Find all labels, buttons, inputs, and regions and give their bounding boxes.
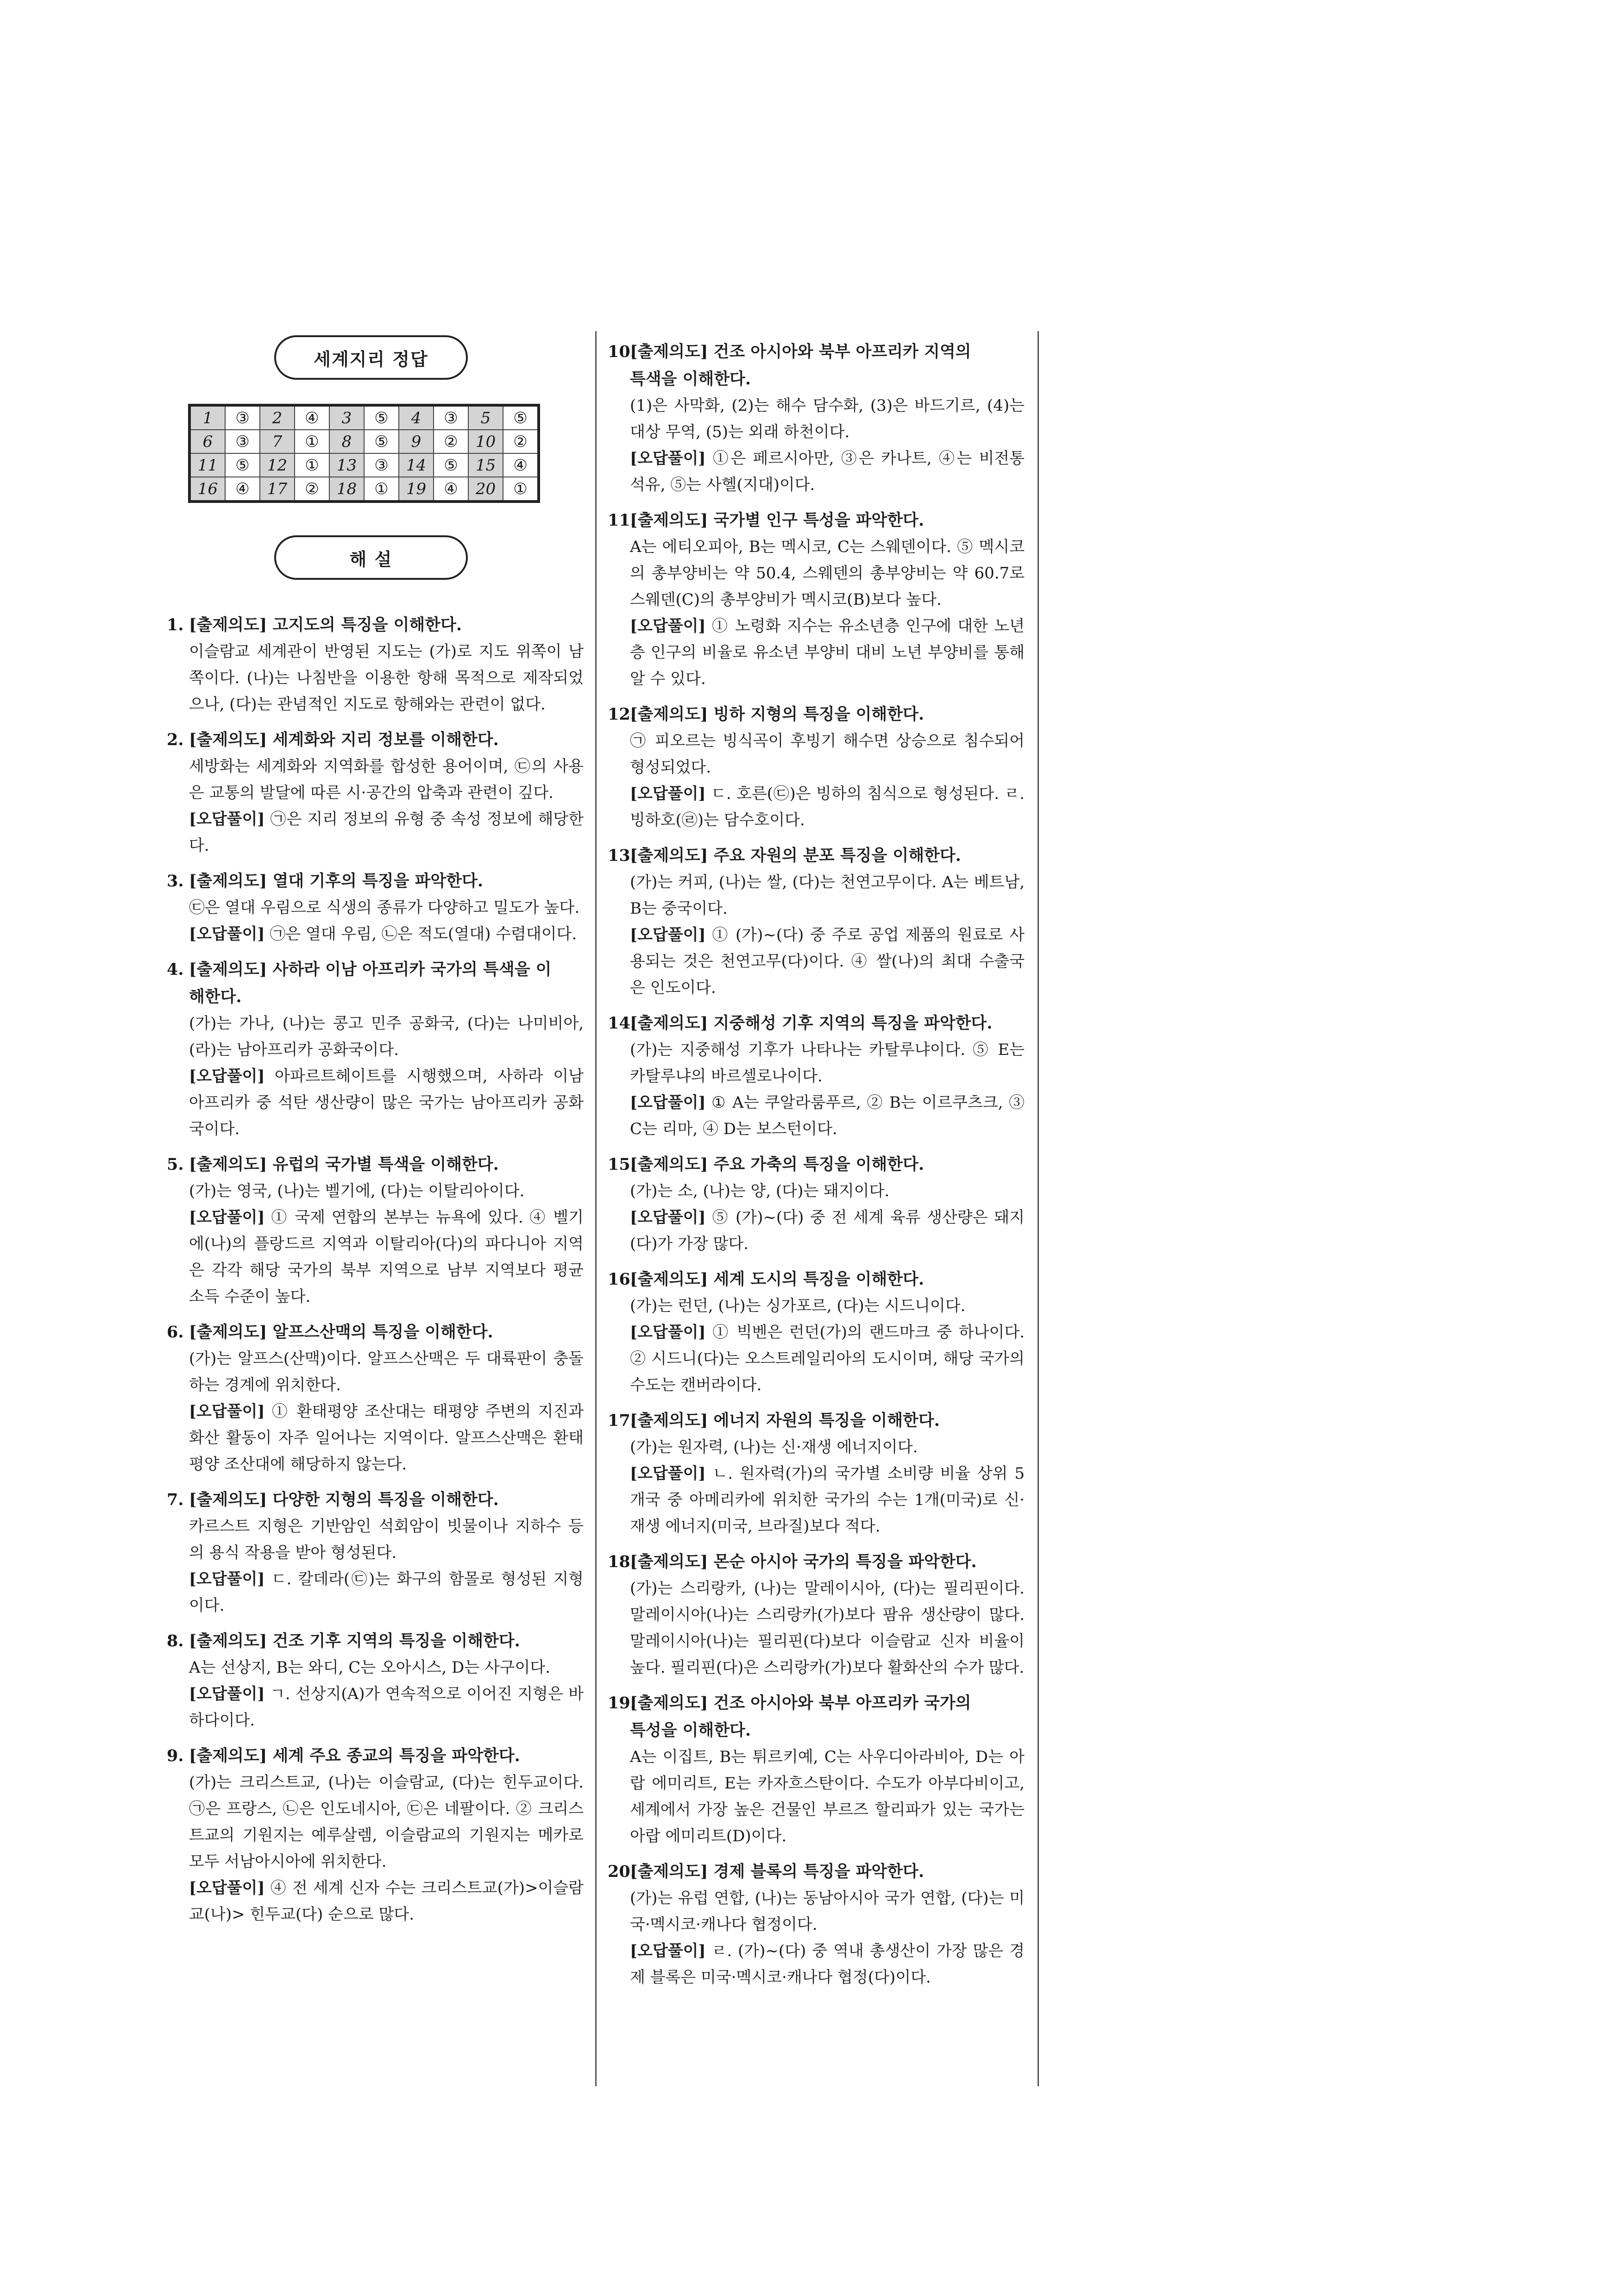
question-explanation — [608, 1266, 1025, 1399]
wrong-answer-note — [189, 1681, 584, 1734]
answer-choice: ① — [295, 453, 329, 477]
section-title: 해 설 — [274, 535, 468, 580]
answer-row — [189, 430, 539, 453]
question-number-label: 18. — [608, 1552, 636, 1571]
wrong-answer-tag: [오답풀이] — [189, 1685, 265, 1703]
question-explanation — [608, 842, 1025, 1001]
question-number-label: 2. — [167, 730, 184, 749]
question-title-line — [167, 1486, 584, 1513]
answer-choice: ③ — [225, 430, 260, 453]
wrong-answer-text: 아파르트헤이트를 시행했으며, 사하라 이남 아프리카 중 석탄 생산량이 많은 국가는 남아프리카 공화국이다. — [189, 1067, 584, 1138]
question-number-label: 7. — [167, 1490, 184, 1509]
explanation-text: (가)는 알프스(산맥)이다. 알프스산맥은 두 대륙판이 충돌하는 경계에 위치한다. — [189, 1349, 584, 1394]
explanation-text: A는 선상지, B는 와디, C는 오아시스, D는 사구이다. — [189, 1658, 551, 1677]
question-explanation — [167, 1742, 584, 1928]
answer-choice: ④ — [503, 453, 539, 477]
question-number-label: 6. — [167, 1323, 184, 1342]
wrong-answer-tag: [오답풀이] — [630, 784, 706, 803]
question-explanation — [167, 1486, 584, 1619]
question-title-line — [608, 1689, 1025, 1717]
question-intent-continued: 특성을 이해한다. — [630, 1721, 751, 1740]
explanation-body — [608, 1293, 1025, 1399]
explanation-text: 세방화는 세계화와 지역화를 합성한 용어이며, ㉢의 사용은 교통의 발달에 따른 시·공간의 압축과 관련이 깊다. — [189, 757, 584, 802]
question-title-line — [167, 1627, 584, 1655]
question-explanation — [167, 726, 584, 859]
explanation-body — [608, 1575, 1025, 1681]
question-number: 8 — [329, 430, 364, 453]
explanation-text: (가)는 지중해성 기후가 나타나는 카탈루냐이다. ⑤ E는 카탈루냐의 바르셀로나이다. — [630, 1041, 1025, 1085]
question-title-line — [167, 1151, 584, 1178]
question-intent: [출제의도] 국가별 인구 특성을 파악한다. — [630, 511, 925, 530]
wrong-answer-tag: [오답풀이] — [630, 1464, 706, 1483]
question-number: 10 — [468, 430, 503, 453]
explanation-text: (1)은 사막화, (2)는 해수 담수화, (3)은 바드기르, (4)는 대상 무역, (5)는 외래 하천이다. — [630, 396, 1025, 441]
wrong-answer-text: ㉠은 열대 우림, ㉡은 적도(열대) 수렴대이다. — [264, 925, 577, 943]
explanation-text: ㉢은 열대 우림으로 식생의 종류가 다양하고 밀도가 높다. — [189, 898, 580, 917]
question-intent: [출제의도] 주요 가축의 특징을 이해한다. — [630, 1155, 925, 1174]
explanation-body — [608, 1744, 1025, 1850]
question-title-line — [608, 701, 1025, 728]
question-number: 20 — [468, 477, 503, 502]
question-number: 14 — [399, 453, 434, 477]
explanation-text: (가)는 가나, (나)는 콩고 민주 공화국, (다)는 나미비아, (라)는 남아프리카 공화국이다. — [189, 1014, 584, 1059]
wrong-answer-tag: [오답풀이] — [630, 1942, 706, 1960]
answer-choice: ② — [434, 430, 468, 453]
explanation-text: (가)는 소, (나)는 양, (다)는 돼지이다. — [630, 1182, 890, 1200]
wrong-answer-note — [630, 781, 1025, 834]
question-title-line — [167, 611, 584, 639]
question-number: 11 — [189, 453, 225, 477]
question-explanation — [167, 1151, 584, 1310]
answer-choice: ① — [295, 430, 329, 453]
explanation-body — [167, 753, 584, 859]
answer-choice: ④ — [434, 477, 468, 502]
explanation-body — [167, 1769, 584, 1928]
explanation-body — [167, 1346, 584, 1478]
page-title: 세계지리 정답 — [274, 335, 468, 380]
wrong-answer-text: ① 빅벤은 런던(가)의 랜드마크 중 하나이다. ② 시드니(다)는 오스트레일리아의 도시이며, 해당 국가의 수도는 캔버라이다. — [630, 1323, 1025, 1394]
answer-choice: ① — [364, 477, 399, 502]
answer-choice: ⑤ — [364, 430, 399, 453]
question-number: 7 — [260, 430, 295, 453]
question-intent: [출제의도] 건조 기후 지역의 특징을 이해한다. — [189, 1631, 520, 1650]
question-intent: [출제의도] 고지도의 특징을 이해한다. — [189, 615, 462, 634]
wrong-answer-text: ① 국제 연합의 본부는 뉴욕에 있다. ④ 벨기에(나)의 플랑드르 지역과 이탈리아(다)의 파다니아 지역은 각각 해당 국가의 북부 지역으로 남부 지역보다 평균 소득 수준이 높다. — [189, 1208, 584, 1306]
question-number: 17 — [260, 477, 295, 502]
question-title-line — [167, 1742, 584, 1769]
question-title-line — [167, 726, 584, 753]
question-number-label: 4. — [167, 960, 184, 979]
question-number-label: 10. — [608, 342, 636, 361]
explanations-left — [167, 611, 584, 1928]
wrong-answer-note — [630, 1090, 1025, 1142]
question-explanation — [167, 1318, 584, 1478]
wrong-answer-note — [630, 1204, 1025, 1257]
wrong-answer-tag: [오답풀이] — [189, 1208, 265, 1227]
question-explanation — [608, 1548, 1025, 1681]
question-number: 5 — [468, 405, 503, 430]
wrong-answer-tag: [오답풀이] — [630, 617, 706, 635]
question-number-label: 14. — [608, 1014, 636, 1033]
question-number-label: 15. — [608, 1155, 636, 1174]
wrong-answer-tag: [오답풀이] — [630, 1093, 706, 1112]
question-number-label: 12. — [608, 705, 636, 724]
question-number: 1 — [189, 405, 225, 430]
question-title-line — [608, 1858, 1025, 1885]
question-number: 12 — [260, 453, 295, 477]
explanation-text: (가)는 영국, (나)는 벨기에, (다)는 이탈리아이다. — [189, 1182, 525, 1200]
answer-table — [188, 404, 540, 503]
explanation-body — [167, 1178, 584, 1310]
question-number: 13 — [329, 453, 364, 477]
question-intent: [출제의도] 유럽의 국가별 특색을 이해한다. — [189, 1155, 499, 1174]
question-number-label: 17. — [608, 1411, 636, 1430]
wrong-answer-text: ①은 페르시아만, ③은 카나트, ④는 비전통 석유, ⑤는 사헬(지대)이다. — [630, 449, 1025, 494]
question-title-line — [167, 1318, 584, 1346]
wrong-answer-text: ① 노령화 지수는 유소년층 인구에 대한 노년층 인구의 비율로 유소년 부양비 대비 노년 부양비를 통해 알 수 있다. — [630, 617, 1025, 688]
explanation-body — [608, 1037, 1025, 1142]
question-explanation — [167, 956, 584, 1142]
answer-choice: ② — [503, 430, 539, 453]
question-intent: [출제의도] 주요 자원의 분포 특징을 이해한다. — [630, 846, 961, 865]
wrong-answer-note — [189, 1399, 584, 1478]
question-title-line — [608, 507, 1025, 534]
explanations-right — [608, 338, 1025, 1991]
question-title-line — [608, 1010, 1025, 1037]
answer-choice: ⑤ — [364, 405, 399, 430]
question-intent: [출제의도] 열대 기후의 특징을 파악한다. — [189, 872, 484, 891]
explanation-text: 이슬람교 세계관이 반영된 지도는 (가)로 지도 위쪽이 남쪽이다. (나)는 나침반을 이용한 항해 목적으로 제작되었으나, (다)는 관념적인 지도로 항해와는 관련이 없다. — [189, 642, 584, 714]
question-intent-continued: 특색을 이해한다. — [630, 370, 751, 389]
question-number-label: 11. — [608, 511, 636, 530]
answer-choice: ③ — [364, 453, 399, 477]
question-intent: [출제의도] 세계 도시의 특징을 이해한다. — [630, 1270, 925, 1289]
explanation-body — [608, 1178, 1025, 1257]
answer-choice: ④ — [295, 405, 329, 430]
wrong-answer-text: ① A는 쿠알라룸푸르, ② B는 이르쿠츠크, ③ C는 리마, ④ D는 보스턴이다. — [630, 1093, 1025, 1138]
right-border — [1038, 331, 1039, 2086]
question-number-label: 5. — [167, 1155, 184, 1174]
question-intent: [출제의도] 몬순 아시아 국가의 특징을 파악한다. — [630, 1552, 977, 1571]
answer-choice: ③ — [434, 405, 468, 430]
question-intent: [출제의도] 사하라 이남 아프리카 국가의 특색을 이 — [189, 960, 552, 979]
question-explanation — [167, 611, 584, 718]
explanation-body — [608, 1885, 1025, 1991]
question-intent: [출제의도] 빙하 지형의 특징을 이해한다. — [630, 705, 925, 724]
wrong-answer-note — [630, 1319, 1025, 1399]
wrong-answer-tag: [오답풀이] — [189, 1402, 265, 1421]
explanation-body — [167, 1010, 584, 1142]
wrong-answer-text: ㄱ. 선상지(A)가 연속적으로 이어진 지형은 바하다이다. — [189, 1685, 584, 1730]
explanation-text: (가)는 스리랑카, (나)는 말레이시아, (다)는 필리핀이다. 말레이시아(나)는 스리랑카(가)보다 팜유 생산량이 많다. 말레이시아(나)는 필리핀(다)보다 이슬람교 신자 비율이 높다. 필리핀(다)은 스리랑카(가)보다 활화산의 수가 많다. — [630, 1579, 1025, 1677]
question-number-label: 16. — [608, 1270, 636, 1289]
answer-choice: ⑤ — [225, 453, 260, 477]
explanation-text: (가)는 크리스트교, (나)는 이슬람교, (다)는 힌두교이다. ㉠은 프랑스, ㉡은 인도네시아, ㉢은 네팔이다. ② 크리스트교의 기원지는 예루살렘, 이슬람교의 기원지는 메카로 모두 서남아시아에 위치한다. — [189, 1773, 584, 1871]
question-intent: [출제의도] 세계 주요 종교의 특징을 파악한다. — [189, 1746, 520, 1765]
question-intent: [출제의도] 다양한 지형의 특징을 이해한다. — [189, 1490, 499, 1509]
wrong-answer-note — [630, 922, 1025, 1001]
question-title-line — [608, 1151, 1025, 1178]
explanation-body — [167, 1513, 584, 1619]
explanation-body — [608, 1434, 1025, 1540]
answer-choice: ③ — [225, 405, 260, 430]
wrong-answer-tag: [오답풀이] — [189, 1570, 265, 1588]
question-explanation — [608, 338, 1025, 498]
wrong-answer-note — [630, 613, 1025, 692]
question-explanation — [608, 701, 1025, 834]
answer-row — [189, 453, 539, 477]
explanation-body — [167, 895, 584, 947]
wrong-answer-text: ㉠은 지리 정보의 유형 중 속성 정보에 해당한다. — [189, 810, 584, 855]
explanation-text: A는 에티오피아, B는 멕시코, C는 스웨덴이다. ⑤ 멕시코의 총부양비는 약 50.4, 스웨덴의 총부양비는 약 60.7로 스웨덴(C)의 총부양비가 멕시코(B)보다 높다. — [630, 538, 1025, 609]
wrong-answer-text: ④ 전 세계 신자 수는 크리스트교(가)>이슬람교(나)> 힌두교(다) 순으로 많다. — [189, 1879, 584, 1924]
wrong-answer-tag: [오답풀이] — [189, 1879, 265, 1897]
wrong-answer-text: ㄷ. 칼데라(㉢)는 화구의 함몰로 형성된 지형이다. — [189, 1570, 584, 1615]
explanation-text: 카르스트 지형은 기반암인 석회암이 빗물이나 지하수 등의 용식 작용을 받아 형성된다. — [189, 1517, 584, 1562]
question-intent: [출제의도] 알프스산맥의 특징을 이해한다. — [189, 1323, 493, 1342]
wrong-answer-text: ① (가)~(다) 중 주로 공업 제품의 원료로 사용되는 것은 천연고무(다)이다. ④ 쌀(나)의 최대 수출국은 인도이다. — [630, 926, 1025, 997]
explanation-body — [608, 728, 1025, 834]
question-number: 4 — [399, 405, 434, 430]
answer-choice: ⑤ — [434, 453, 468, 477]
answer-choice: ④ — [225, 477, 260, 502]
question-explanation — [167, 867, 584, 947]
question-explanation — [608, 1010, 1025, 1142]
question-intent: [출제의도] 건조 아시아와 북부 아프리카 지역의 — [630, 342, 971, 361]
wrong-answer-tag: [오답풀이] — [189, 925, 265, 943]
question-number-label: 20. — [608, 1862, 636, 1881]
wrong-answer-note — [189, 806, 584, 859]
wrong-answer-note — [630, 1461, 1025, 1540]
wrong-answer-text: ㄴ. 원자력(가)의 국가별 소비량 비율 상위 5개국 중 아메리카에 위치한 국가의 수는 1개(미국)로 신·재생 에너지(미국, 브라질)보다 적다. — [630, 1464, 1025, 1536]
wrong-answer-text: ㄷ. 호른(㉢)은 빙하의 침식으로 형성된다. ㄹ. 빙하호(㉣)는 담수호이다. — [630, 784, 1025, 829]
answer-choice: ⑤ — [503, 405, 539, 430]
question-number-label: 19. — [608, 1694, 636, 1713]
question-number: 9 — [399, 430, 434, 453]
question-number: 16 — [189, 477, 225, 502]
explanation-body — [608, 534, 1025, 692]
question-explanation — [608, 507, 1025, 692]
question-explanation — [167, 1627, 584, 1734]
wrong-answer-note — [189, 1875, 584, 1928]
wrong-answer-note — [189, 1204, 584, 1310]
wrong-answer-text: ㄹ. (가)~(다) 중 역내 총생산이 가장 많은 경제 블록은 미국·멕시코·캐나다 협정(다)이다. — [630, 1942, 1025, 1987]
question-explanation — [608, 1689, 1025, 1850]
question-intent: [출제의도] 경제 블록의 특징을 파악한다. — [630, 1862, 925, 1881]
question-number-label: 1. — [167, 615, 184, 634]
question-explanation — [608, 1407, 1025, 1540]
wrong-answer-note — [630, 1938, 1025, 1991]
question-title-line — [608, 842, 1025, 869]
question-number: 2 — [260, 405, 295, 430]
question-intent: [출제의도] 건조 아시아와 북부 아프리카 국가의 — [630, 1694, 971, 1713]
explanation-body — [167, 639, 584, 718]
question-intent: [출제의도] 세계화와 지리 정보를 이해한다. — [189, 730, 499, 749]
question-number-label: 9. — [167, 1746, 184, 1765]
question-title-line — [608, 1407, 1025, 1434]
question-number-label: 3. — [167, 872, 184, 891]
question-title-line — [608, 338, 1025, 365]
answer-choice: ① — [503, 477, 539, 502]
question-title-line — [167, 956, 584, 983]
wrong-answer-note — [189, 1566, 584, 1619]
answer-choice: ② — [295, 477, 329, 502]
explanation-text: (가)는 런던, (나)는 싱가포르, (다)는 시드니이다. — [630, 1297, 966, 1315]
explanation-text: A는 이집트, B는 튀르키예, C는 사우디아라비아, D는 아랍 에미리트, E는 카자흐스탄이다. 수도가 아부다비이고, 세계에서 가장 높은 건물인 부르즈 할리파가 있는 국가는 아랍 에미리트(D)이다. — [630, 1748, 1025, 1845]
question-intent: [출제의도] 에너지 자원의 특징을 이해한다. — [630, 1411, 940, 1430]
wrong-answer-text: ⑤ (가)~(다) 중 전 세계 육류 생산량은 돼지(다)가 가장 많다. — [630, 1208, 1025, 1253]
wrong-answer-tag: [오답풀이] — [630, 926, 706, 944]
explanation-text: (가)는 유럽 연합, (나)는 동남아시아 국가 연합, (다)는 미국·멕시코·캐나다 협정이다. — [630, 1889, 1025, 1934]
question-number: 18 — [329, 477, 364, 502]
explanation-body — [608, 393, 1025, 498]
question-intent: [출제의도] 지중해성 기후 지역의 특징을 파악한다. — [630, 1014, 993, 1033]
explanation-text: (가)는 커피, (나)는 쌀, (다)는 천연고무이다. A는 베트남, B는 중국이다. — [630, 873, 1025, 918]
question-explanation — [608, 1151, 1025, 1257]
column-divider — [595, 331, 597, 2086]
answer-row — [189, 405, 539, 430]
wrong-answer-text: ① 환태평양 조산대는 태평양 주변의 지진과 화산 활동이 자주 일어나는 지역이다. 알프스산맥은 환태평양 조산대에 해당하지 않는다. — [189, 1402, 584, 1474]
wrong-answer-note — [189, 921, 584, 947]
question-title-line — [608, 1266, 1025, 1293]
question-intent-continued: 해한다. — [189, 987, 242, 1006]
question-number-label: 8. — [167, 1631, 184, 1650]
explanation-body — [167, 1655, 584, 1734]
wrong-answer-tag: [오답풀이] — [189, 810, 265, 828]
explanation-text: (가)는 원자력, (나)는 신·재생 에너지이다. — [630, 1438, 918, 1456]
question-number: 15 — [468, 453, 503, 477]
answer-row — [189, 477, 539, 502]
wrong-answer-note — [630, 445, 1025, 498]
question-title-line — [167, 867, 584, 895]
question-number: 3 — [329, 405, 364, 430]
wrong-answer-tag: [오답풀이] — [189, 1067, 265, 1085]
question-number: 6 — [189, 430, 225, 453]
question-title-line — [608, 1548, 1025, 1575]
question-explanation — [608, 1858, 1025, 1991]
explanation-body — [608, 869, 1025, 1001]
question-number-label: 13. — [608, 846, 636, 865]
question-number: 19 — [399, 477, 434, 502]
wrong-answer-tag: [오답풀이] — [630, 1208, 706, 1227]
wrong-answer-tag: [오답풀이] — [630, 1323, 706, 1342]
wrong-answer-note — [189, 1063, 584, 1142]
explanation-text: ㉠ 피오르는 빙식곡이 후빙기 해수면 상승으로 침수되어 형성되었다. — [630, 732, 1025, 777]
wrong-answer-tag: [오답풀이] — [630, 449, 706, 468]
